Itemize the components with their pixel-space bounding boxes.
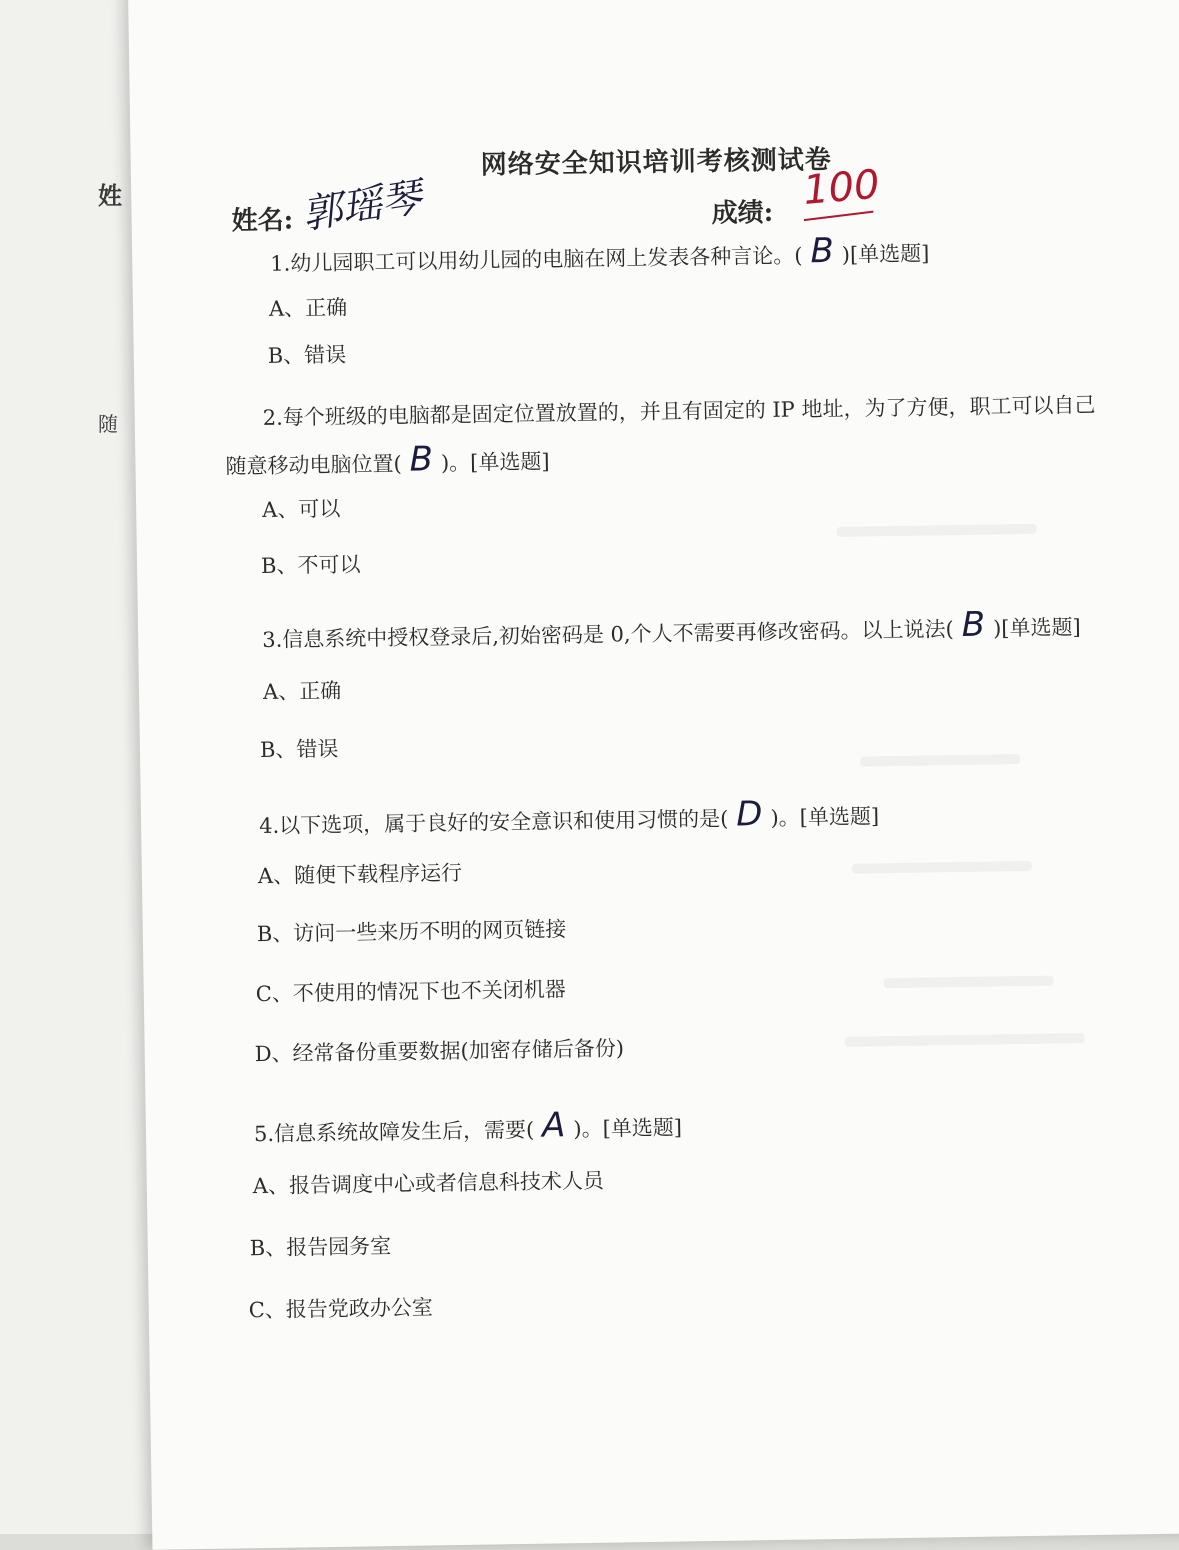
question-1 (270, 229, 930, 279)
q5-option-a: A、报告调度中心或者信息科技术人员 (252, 1168, 605, 1199)
answer-4: D (735, 794, 763, 835)
question-2-line-1: 2.每个班级的电脑都是固定位置放置的，并且有固定的 IP 地址，为了方便，职工可以自己 (262, 392, 1096, 430)
question-5-type: )。[单选题] (573, 1115, 683, 1142)
bleed-through-mark (845, 1033, 1085, 1047)
q4-option-c: C、不使用的情况下也不关闭机器 (255, 977, 567, 1007)
q4-option-b: B、访问一些来历不明的网页链接 (256, 917, 567, 947)
bleed-through-mark (852, 861, 1032, 874)
q1-option-b: B、错误 (267, 342, 347, 368)
question-5 (254, 1103, 683, 1150)
answer-5: A (541, 1105, 566, 1146)
answer-3: B (961, 604, 986, 645)
handwritten-score: 100 (801, 161, 882, 214)
question-2-text: 随意移动电脑位置( (225, 451, 402, 479)
exam-sheet (128, 0, 1179, 1550)
question-2-type: )。[单选题] (440, 449, 550, 476)
question-1-text: 1.幼儿园职工可以用幼儿园的电脑在网上发表各种言论。( (270, 243, 803, 276)
q4-option-d: D、经常备份重要数据(加密存储后备份) (254, 1036, 625, 1067)
q2-option-b: B、不可以 (260, 552, 361, 578)
question-2-line-2 (225, 437, 550, 482)
q4-option-a: A、随便下载程序运行 (257, 860, 463, 889)
question-1-type: )[单选题] (841, 241, 930, 267)
bleed-through-mark (860, 754, 1020, 767)
back-sheet-text: 随 (98, 412, 118, 436)
bleed-through-mark (884, 976, 1054, 989)
question-3-type: )[单选题] (992, 615, 1081, 641)
score-label: 成绩: (711, 197, 774, 229)
answer-2: B (409, 439, 434, 480)
question-3 (262, 603, 1081, 656)
q3-option-b: B、错误 (259, 736, 339, 763)
q2-option-a: A、可以 (261, 496, 341, 522)
q5-option-b: B、报告园务室 (249, 1234, 392, 1261)
question-5-text: 5.信息系统故障发生后，需要( (253, 1117, 535, 1147)
name-label: 姓名: (231, 205, 294, 237)
back-sheet-name-label: 姓 (98, 181, 122, 210)
handwritten-name: 郭瑶琴 (299, 174, 425, 239)
question-4 (259, 792, 880, 842)
question-4-type: )。[单选题] (770, 804, 880, 831)
q3-option-a: A、正确 (262, 678, 342, 704)
question-4-text: 4.以下选项，属于良好的安全意识和使用习惯的是( (258, 806, 729, 839)
exam-title: 网络安全知识培训考核测试卷 (480, 144, 833, 181)
question-3-text: 3.信息系统中授权登录后,初始密码是 0,个人不需要再修改密码。以上说法( (262, 617, 954, 652)
answer-1: B (810, 230, 835, 272)
q1-option-a: A、正确 (268, 295, 348, 321)
bleed-through-mark (837, 524, 1037, 537)
q5-option-c: C、报告党政办公室 (248, 1295, 433, 1323)
